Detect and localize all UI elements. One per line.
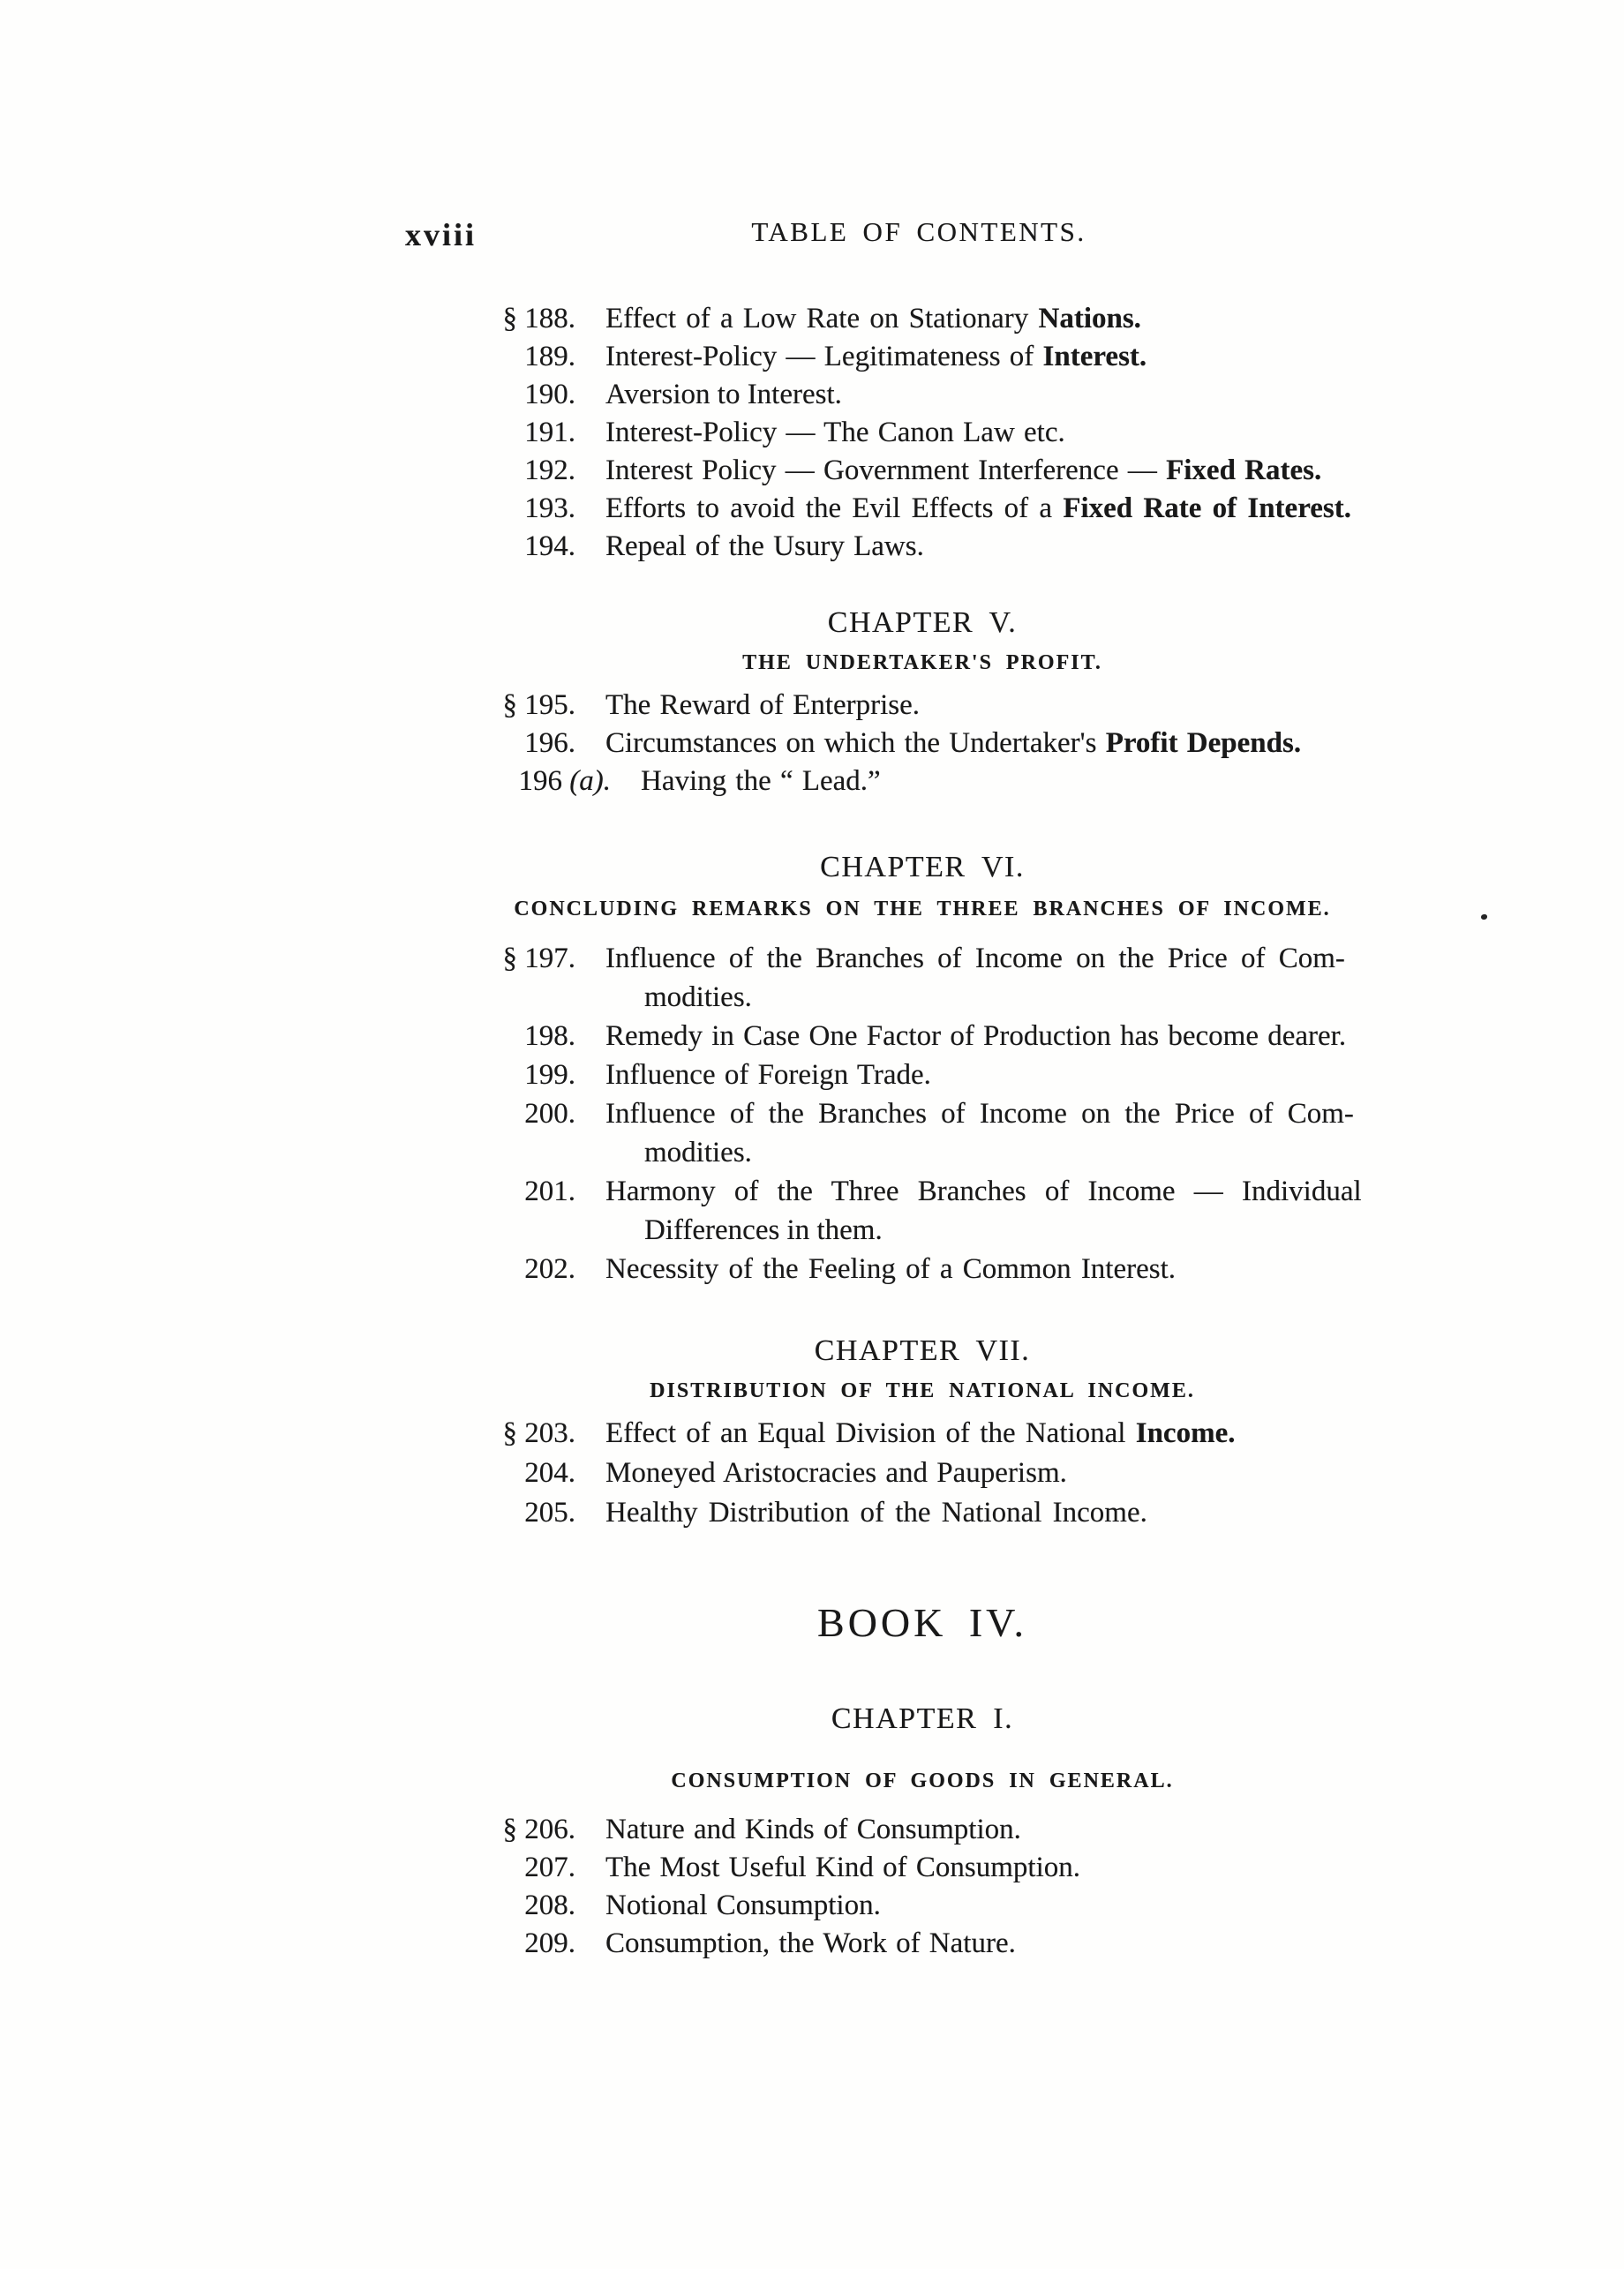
- entry-text: Moneyed Aristocracies and Pauperism.: [605, 1457, 1067, 1489]
- toc-entry: [459, 687, 1465, 725]
- entry-text: The Most Useful Kind of Consumption.: [605, 1852, 1080, 1883]
- entry-text-emphasis: Fixed Rates.: [1166, 455, 1322, 486]
- book-heading: BOOK IV.: [817, 1600, 1027, 1645]
- entry-number: 190.: [524, 379, 575, 410]
- stray-ink-dot: [1481, 914, 1487, 920]
- entry-text: Effect of a Low Rate on Stationary Nations.: [605, 303, 1141, 334]
- toc-entry: [459, 1849, 1465, 1887]
- toc-entry: [459, 1172, 1465, 1211]
- toc-entry: [459, 528, 1465, 566]
- entry-text-emphasis: Interest.: [1042, 341, 1147, 372]
- toc-entry: [459, 1250, 1465, 1289]
- entry-text-emphasis: Nations.: [1038, 303, 1141, 334]
- entry-number: 196.: [524, 727, 575, 759]
- toc-entry: [459, 1925, 1465, 1963]
- entry-number: 204.: [524, 1457, 575, 1489]
- entry-number: 194.: [524, 530, 575, 562]
- entry-number: 189.: [524, 341, 575, 372]
- page-number: xviii: [405, 217, 477, 252]
- entry-group: [459, 1811, 1465, 1963]
- toc-entry: [459, 414, 1465, 452]
- entry-text: Remedy in Case One Factor of Production has become dearer.: [605, 1020, 1347, 1052]
- entry-number: 192.: [524, 455, 575, 486]
- entry-text: Consumption, the Work of Nature.: [605, 1927, 1016, 1959]
- entry-group: [459, 300, 1465, 566]
- entry-number: 199.: [524, 1059, 575, 1091]
- entry-number: § 195.: [502, 689, 575, 721]
- toc-entry: [459, 1493, 1465, 1533]
- entry-text: Harmony of the Three Branches of Income — Individual: [605, 1176, 1362, 1207]
- chapter-subtitle: CONSUMPTION OF GOODS IN GENERAL.: [671, 1769, 1174, 1792]
- toc-entry: [459, 490, 1465, 528]
- entry-number: 196 (a).: [518, 765, 611, 797]
- entry-group: [459, 939, 1465, 1289]
- entry-continuation: modities.: [644, 1137, 752, 1168]
- entry-number: 200.: [524, 1098, 575, 1130]
- toc-entry: [459, 1017, 1465, 1056]
- toc-entry: [459, 1056, 1465, 1094]
- entry-group: [459, 1414, 1465, 1533]
- entry-text: Having the “ Lead.”: [641, 765, 881, 797]
- chapter-heading: CHAPTER V.: [827, 606, 1018, 639]
- chapter-heading: CHAPTER I.: [831, 1702, 1014, 1735]
- entry-text: Influence of the Branches of Income on the Price of Com-: [605, 1098, 1354, 1130]
- running-title: TABLE OF CONTENTS.: [751, 216, 1086, 247]
- entry-text: Efforts to avoid the Evil Effects of a Fixed Rate of Interest.: [605, 492, 1351, 524]
- entry-text: Nature and Kinds of Consumption.: [605, 1814, 1021, 1845]
- toc-entry: [459, 452, 1465, 490]
- entry-text-emphasis: Profit Depends.: [1105, 727, 1302, 759]
- entry-text: Interest-Policy — The Canon Law etc.: [605, 417, 1065, 448]
- entry-number: 202.: [524, 1253, 575, 1285]
- chapter-subtitle: THE UNDERTAKER'S PROFIT.: [742, 651, 1102, 674]
- entry-number: 193.: [524, 492, 575, 524]
- chapter-heading: CHAPTER VII.: [814, 1334, 1031, 1367]
- entry-number: 205.: [524, 1497, 575, 1529]
- toc-entry: [459, 1811, 1465, 1849]
- entry-number: § 206.: [502, 1814, 575, 1845]
- entry-number: § 188.: [502, 303, 575, 334]
- toc-entry: [459, 376, 1465, 414]
- entry-text: Interest Policy — Government Interference — Fixed Rates.: [605, 455, 1322, 486]
- toc-entry: [459, 1887, 1465, 1925]
- toc-entry: [459, 1414, 1465, 1454]
- toc-entry: [459, 939, 1465, 978]
- entry-text: Interest-Policy — Legitimateness of Interest.: [605, 341, 1147, 372]
- toc-entry: [459, 300, 1465, 338]
- entry-text: The Reward of Enterprise.: [605, 689, 921, 721]
- entry-text: Repeal of the Usury Laws.: [605, 530, 924, 562]
- entry-text: Necessity of the Feeling of a Common Interest.: [605, 1253, 1177, 1285]
- entry-number: § 197.: [502, 943, 575, 974]
- toc-entry: [459, 338, 1465, 376]
- entry-number-suffix: (a).: [562, 765, 611, 797]
- toc-entry: [459, 1454, 1465, 1493]
- toc-entry: [459, 1094, 1465, 1133]
- entry-text: Influence of the Branches of Income on the Price of Com-: [605, 943, 1345, 974]
- entry-text: Healthy Distribution of the National Income.: [605, 1497, 1147, 1529]
- entry-number: 209.: [524, 1927, 575, 1959]
- entry-number: 207.: [524, 1852, 575, 1883]
- chapter-heading: CHAPTER VI.: [820, 851, 1025, 883]
- entry-text: Influence of Foreign Trade.: [605, 1059, 931, 1091]
- entry-number: § 203.: [502, 1417, 575, 1449]
- entry-group: [459, 687, 1465, 800]
- entry-number: 208.: [524, 1890, 575, 1921]
- entry-text: Aversion to Interest.: [605, 379, 842, 410]
- chapter-subtitle: CONCLUDING REMARKS ON THE THREE BRANCHES OF INCOME.: [514, 898, 1331, 920]
- entry-number: 201.: [524, 1176, 575, 1207]
- entry-text: Effect of an Equal Division of the National Income.: [605, 1417, 1236, 1449]
- entry-continuation: modities.: [644, 981, 752, 1013]
- chapter-subtitle: DISTRIBUTION OF THE NATIONAL INCOME.: [650, 1379, 1195, 1402]
- toc-entry: [459, 763, 1465, 800]
- entry-number: 198.: [524, 1020, 575, 1052]
- toc-entry: [459, 725, 1465, 763]
- entry-text-emphasis: Fixed Rate of Interest.: [1063, 492, 1351, 524]
- entry-continuation: Differences in them.: [644, 1214, 883, 1246]
- entry-number: 191.: [524, 417, 575, 448]
- entry-text: Notional Consumption.: [605, 1890, 881, 1921]
- entry-text: Circumstances on which the Undertaker's Profit Depends.: [605, 727, 1302, 759]
- entry-text-emphasis: Income.: [1135, 1417, 1236, 1449]
